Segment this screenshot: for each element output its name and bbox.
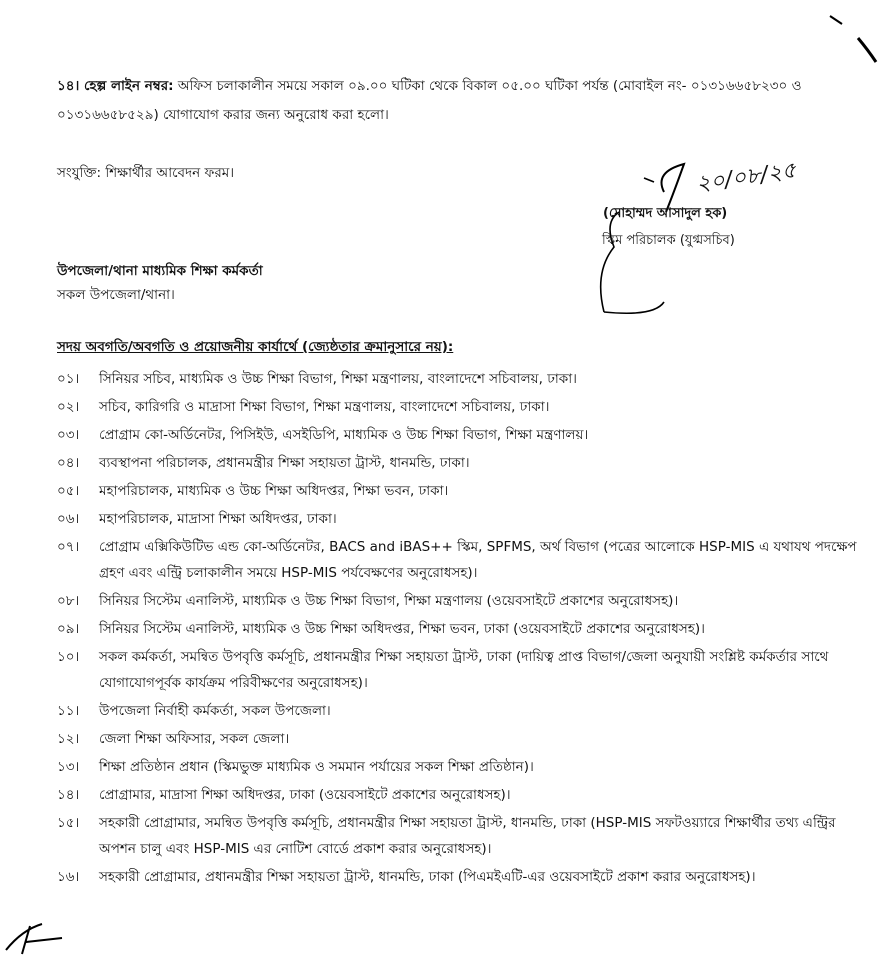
item-text: প্রোগ্রাম এক্সিকিউটিভ এন্ড কো-অর্ডিনেটর, BACS and iBAS++ স্কিম, SPFMS, অর্থ বিভাগ (পত্রের আলোকে HSP-MIS এ যথাযথ পদক্ষেপ গ্রহণ এবং এন্ট্রি চলাকালীন সময়ে HSP-MIS পর্যবেক্ষণের অনুরোধসহ)। <box>99 539 857 581</box>
item-number: ০৬। <box>57 511 80 527</box>
item-number: ১৫। <box>57 815 80 831</box>
item-number: ০১। <box>57 371 80 387</box>
item-number: ০৯। <box>57 621 80 637</box>
addressee-sub: সকল উপজেলা/থানা। <box>57 287 175 303</box>
list-item <box>57 810 857 862</box>
item-number: ০২। <box>57 399 80 415</box>
item-text: সচিব, কারিগরি ও মাদ্রাসা শিক্ষা বিভাগ, শিক্ষা মন্ত্রণালয়, বাংলাদেশে সচিবালয়, ঢাকা। <box>99 399 550 415</box>
item-number: ০৮। <box>57 593 80 609</box>
item-text: সহকারী প্রোগ্রামার, প্রধানমন্ত্রীর শিক্ষা সহায়তা ট্রাস্ট, ধানমন্ডি, ঢাকা (পিএমইএটি-এর ওয়েবসাইটে প্রকাশ করার অনুরোধসহ)। <box>99 869 756 885</box>
helpline-text: অফিস চলাকালীন সময়ে সকাল ০৯.০০ ঘটিকা থেকে বিকাল ০৫.০০ ঘটিকা পর্যন্ত (মোবাইল নং- ০১৩১৬৬৫৮২৩০ ও ০১৩১৬৬৫৮৫২৯) যোগাযোগ করার জন্য অনুরোধ করা হলো। <box>57 78 802 123</box>
item-text: উপজেলা নির্বাহী কর্মকর্তা, সকল উপজেলা। <box>99 703 331 719</box>
item-text: সিনিয়র সিস্টেম এনালিস্ট, মাধ্যমিক ও উচ্চ শিক্ষা অধিদপ্তর, শিক্ষা ভবন, ঢাকা (ওয়েবসাইটে প্রকাশের অনুরোধসহ)। <box>99 621 705 637</box>
item-number: ১০। <box>57 649 80 665</box>
item-text: সিনিয়র সিস্টেম এনালিস্ট, মাধ্যমিক ও উচ্চ শিক্ষা বিভাগ, শিক্ষা মন্ত্রণালয় (ওয়েবসাইটে প্রকাশের অনুরোধসহ)। <box>99 593 679 609</box>
list-item <box>57 450 857 476</box>
item-text: সকল কর্মকর্তা, সমন্বিত উপবৃত্তি কর্মসূচি, প্রধানমন্ত্রীর শিক্ষা সহায়তা ট্রাস্ট, ঢাকা (দায়িত্ব প্রাপ্ত বিভাগ/জেলা অনুযায়ী সংশ্লিষ্ট কর্মকর্তার সাথে যোগাযোগপূর্বক কার্যক্রম পরিবীক্ষণের অনুরোধসহ)। <box>99 649 829 691</box>
signatory-name: (মোহাম্মদ আসাদুল হক) <box>603 206 728 221</box>
list-item <box>57 726 857 752</box>
list-item <box>57 478 857 504</box>
signatory-designation: স্কিম পরিচালক (যুগ্মসচিব) <box>602 233 735 248</box>
item-text: সিনিয়র সচিব, মাধ্যমিক ও উচ্চ শিক্ষা বিভাগ, শিক্ষা মন্ত্রণালয়, বাংলাদেশে সচিবালয়, ঢাকা। <box>99 371 577 387</box>
attachment-line: সংযুক্তি: শিক্ষার্থীর আবেদন ফরম। <box>57 165 235 181</box>
list-item <box>57 754 857 780</box>
initial-mark <box>2 920 72 955</box>
item-text: সহকারী প্রোগ্রামার, সমন্বিত উপবৃত্তি কর্মসূচি, প্রধানমন্ত্রীর শিক্ষা সহায়তা ট্রাস্ট, ধানমন্ডি, ঢাকা (HSP-MIS সফটওয়্যারে শিক্ষার্থীর তথ্য এন্ট্রির অপশন চালু এবং HSP-MIS এর নোটিশ বোর্ডে প্রকাশ করার অনুরোধসহ)। <box>99 815 836 857</box>
list-item <box>57 864 857 890</box>
helpline-paragraph <box>57 72 857 130</box>
list-item <box>57 366 857 392</box>
list-item <box>57 534 857 586</box>
item-text: প্রোগ্রামার, মাদ্রাসা শিক্ষা অধিদপ্তর, ঢাকা (ওয়েবসাইটে প্রকাশের অনুরোধসহ)। <box>99 787 511 803</box>
item-number: ১৬। <box>57 869 80 885</box>
corner-pen-mark <box>828 10 878 70</box>
list-item <box>57 644 857 696</box>
item-number: ১৩। <box>57 759 80 775</box>
item-number: ১১। <box>57 703 80 719</box>
list-item <box>57 698 857 724</box>
list-item <box>57 588 857 614</box>
item-number: ১২। <box>57 731 80 747</box>
item-text: শিক্ষা প্রতিষ্ঠান প্রধান (স্কিমভুক্ত মাধ্যমিক ও সমমান পর্যায়ের সকল শিক্ষা প্রতিষ্ঠান)। <box>99 759 534 775</box>
item-number: ০৪। <box>57 455 80 471</box>
item-number: ১৪। <box>57 787 80 803</box>
list-item <box>57 506 857 532</box>
list-item <box>57 616 857 642</box>
item-number: ০৭। <box>57 539 80 555</box>
list-item <box>57 782 857 808</box>
copy-heading: সদয় অবগতি/অবগতি ও প্রয়োজনীয় কার্যার্থে (জ্যেষ্ঠতার ক্রমানুসারে নয়): <box>57 339 454 355</box>
helpline-label: ১৪। হেল্প লাইন নম্বর: <box>57 78 174 94</box>
item-text: মহাপরিচালক, মাধ্যমিক ও উচ্চ শিক্ষা অধিদপ্তর, শিক্ষা ভবন, ঢাকা। <box>99 483 449 499</box>
addressee-title: উপজেলা/থানা মাধ্যমিক শিক্ষা কর্মকর্তা <box>57 263 263 279</box>
item-number: ০৩। <box>57 427 80 443</box>
list-item <box>57 394 857 420</box>
item-text: জেলা শিক্ষা অফিসার, সকল জেলা। <box>99 731 290 747</box>
item-text: প্রোগ্রাম কো-অর্ডিনেটর, পিসিইউ, এসইডিপি, মাধ্যমিক ও উচ্চ শিক্ষা বিভাগ, শিক্ষা মন্ত্রণালয়। <box>99 427 589 443</box>
list-item <box>57 422 857 448</box>
item-text: মহাপরিচালক, মাদ্রাসা শিক্ষা অধিদপ্তর, ঢাকা। <box>99 511 337 527</box>
item-number: ০৫। <box>57 483 80 499</box>
copy-list <box>57 366 857 892</box>
item-text: ব্যবস্থাপনা পরিচালক, প্রধানমন্ত্রীর শিক্ষা সহায়তা ট্রাস্ট, ধানমন্ডি, ঢাকা। <box>99 455 470 471</box>
signature-date: ২০/০৮/২৫ <box>694 158 798 197</box>
